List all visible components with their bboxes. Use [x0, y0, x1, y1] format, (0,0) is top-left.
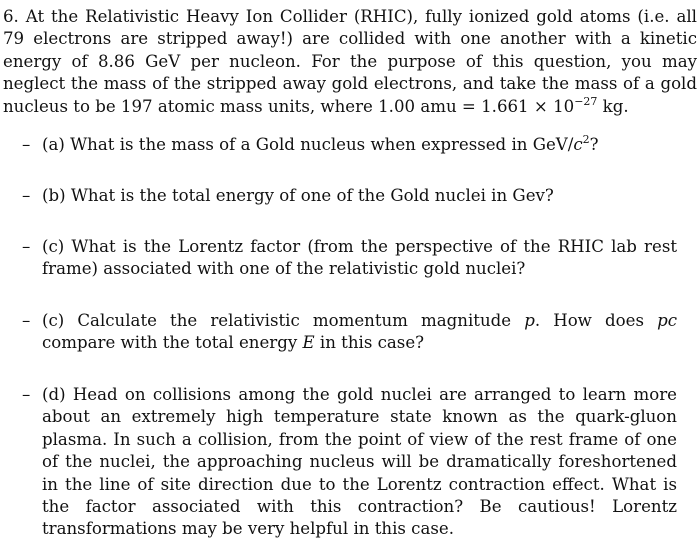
question-segment: (a) What is the mass of a Gold nucleus when expressed in GeV/ — [42, 135, 574, 154]
question-part-b — [22, 185, 677, 207]
question-part-c-lorentz — [22, 236, 677, 281]
question-text — [42, 310, 677, 355]
list-dash: – — [22, 186, 31, 205]
list-dash: – — [22, 311, 31, 330]
question-segment: p — [524, 311, 535, 330]
question-text — [42, 384, 677, 541]
question-segment: c — [573, 135, 583, 154]
question-part-c-momentum — [22, 310, 677, 355]
question-text — [42, 236, 677, 281]
question-segment: pc — [657, 311, 677, 330]
question-part-a — [22, 134, 677, 156]
question-segment: (c) Calculate the relativistic momentum magnitude — [42, 311, 525, 330]
question-segment: . How does — [534, 311, 658, 330]
question-segment: (c) What is the Lorentz factor (from the perspective of the RHIC lab rest frame) associated with one of the relativistic gold nuclei? — [42, 237, 677, 279]
list-dash: – — [22, 135, 31, 154]
question-segment: E — [302, 333, 315, 353]
question-segment: (d) Head on collisions among the gold nuclei are arranged to learn more about an extremely high temperature state known as the quark-gluon plasma. In such a collision, from the point of view of the rest frame of one of the nuclei, the approaching nucleus will be dramatically foreshortened in the line of site direction due to the Lorentz contraction effect. What is the factor associated with this contraction? Be cautious! Lorentz transformations may be very helpful in this case. — [42, 385, 677, 539]
problem-statement — [3, 6, 697, 118]
question-segment: ? — [589, 135, 599, 154]
problem-intro: At the Relativistic Heavy Ion Collider (RHIC), fully ionized gold atoms (i.e. all 79 electrons are stripped away!) are collided with one another with a kinetic energy of 8.86 GeV per nucleon. For the purpose of this question, you may neglect the mass of the stripped away gold electrons, and take the mass of a gold nucleus to be 197 atomic mass units, where 1.00 amu = 1.661 × 10 — [3, 7, 697, 116]
question-segment: compare with the total energy — [42, 333, 303, 353]
list-dash: – — [22, 385, 31, 404]
question-text — [42, 134, 677, 156]
problem-intro-end: kg. — [597, 96, 629, 116]
question-segment: 2 — [582, 133, 590, 146]
question-part-d — [22, 384, 677, 541]
exponent: −27 — [574, 94, 598, 108]
problem-number: 6. — [3, 7, 19, 26]
list-dash: – — [22, 237, 31, 256]
question-text — [42, 185, 677, 207]
question-segment: (b) What is the total energy of one of the Gold nuclei in Gev? — [42, 186, 554, 205]
question-segment: in this case? — [314, 333, 425, 353]
